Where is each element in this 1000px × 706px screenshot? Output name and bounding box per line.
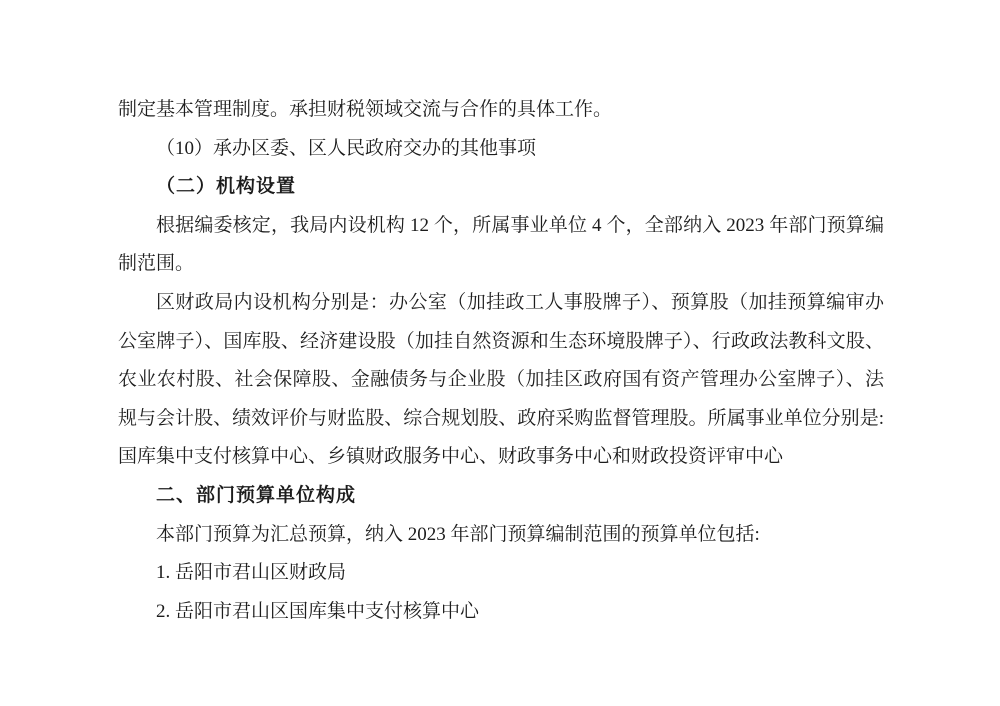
list-item-line: 1. 岳阳市君山区财政局 bbox=[156, 562, 347, 584]
body-text-line: 制定基本管理制度。承担财税领域交流与合作的具体工作。 bbox=[118, 99, 613, 120]
body-text-line: 规与会计股、绩效评价与财监股、综合规划股、政府采购监督管理股。所属事业单位分别是: bbox=[118, 407, 884, 429]
section-heading: 二、部门预算单位构成 bbox=[156, 484, 357, 506]
body-text-line: 国库集中支付核算中心、乡镇财政服务中心、财政事务中心和财政投资评审中心 bbox=[118, 446, 784, 468]
body-text-line: 制范围。 bbox=[118, 253, 195, 275]
body-text-line: 本部门预算为汇总预算，纳入 2023 年部门预算编制范围的预算单位包括: bbox=[156, 523, 760, 545]
section-heading: （二）机构设置 bbox=[156, 176, 297, 198]
list-item-line: 2. 岳阳市君山区国库集中支付核算中心 bbox=[156, 600, 480, 622]
body-text-line: （10）承办区委、区人民政府交办的其他事项 bbox=[156, 137, 537, 159]
body-text-line: 区财政局内设机构分别是：办公室（加挂政工人事股牌子）、预算股（加挂预算编审办 bbox=[156, 291, 884, 313]
body-text-line: 根据编委核定，我局内设机构 12 个，所属事业单位 4 个，全部纳入 2023 年部门预算编 bbox=[156, 214, 884, 236]
body-text-line: 公室牌子）、国库股、经济建设股（加挂自然资源和生态环境股牌子）、行政政法教科文股、 bbox=[118, 330, 884, 352]
body-text-line: 农业农村股、社会保障股、金融债务与企业股（加挂区政府国有资产管理办公室牌子）、法 bbox=[118, 369, 884, 391]
document-text-block bbox=[118, 91, 884, 631]
